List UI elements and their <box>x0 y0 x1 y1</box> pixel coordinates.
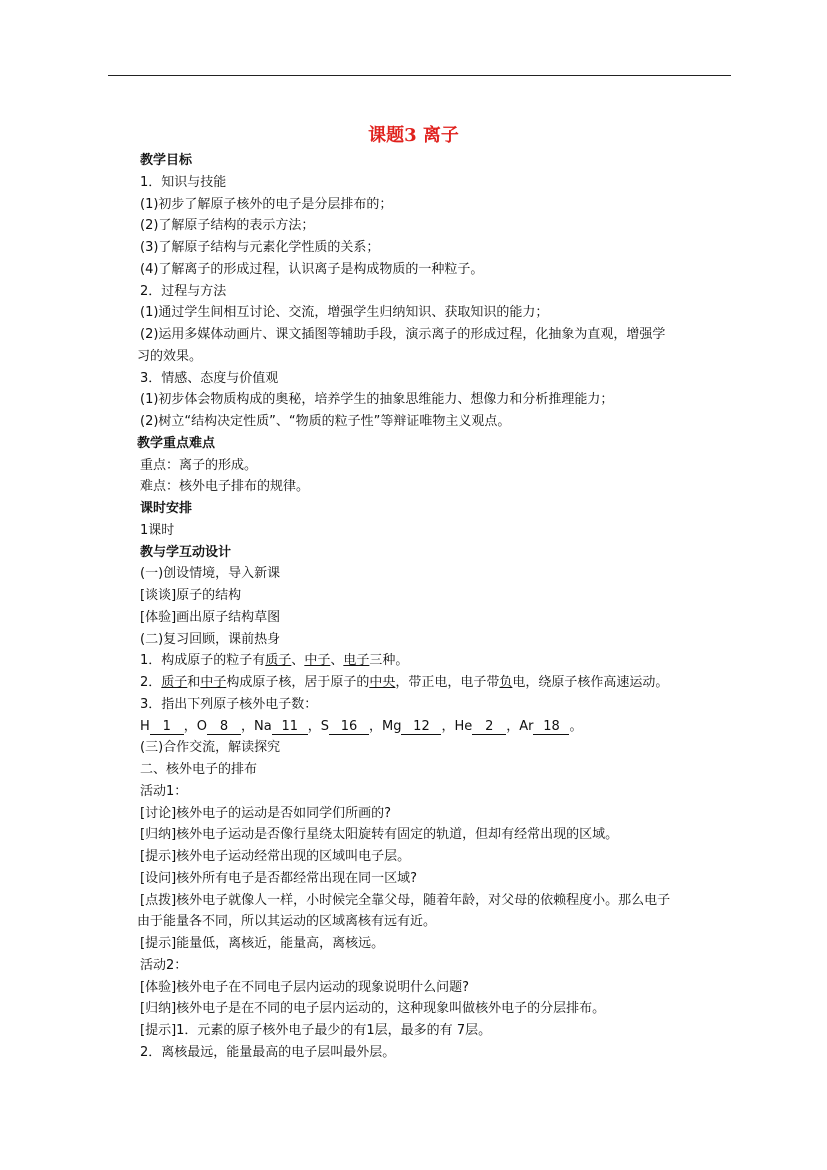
paragraph-line: (1)初步了解原子核外的电子是分层排布的； <box>140 196 393 212</box>
paragraph-line: (二)复习回顾，课前热身 <box>140 631 281 647</box>
blank-answer: 8 <box>207 719 241 735</box>
particles-line: 1．构成原子的粒子有质子、中子、电子三种。 <box>140 653 409 669</box>
paragraph-line: 3．指出下列原子核外电子数： <box>140 696 318 712</box>
paragraph-line: 3．情感、态度与价值观 <box>140 370 279 386</box>
paragraph-line: 由于能量各不同，所以其运动的区域离核有远有近。 <box>137 914 437 930</box>
lesson-body <box>137 150 740 1064</box>
paragraph-line: (1)初步体会物质构成的奥秘，培养学生的抽象思维能力、想像力和分析推理能力； <box>140 392 614 408</box>
paragraph-line: 1课时 <box>140 522 175 538</box>
section-heading: 教学目标 <box>140 153 193 168</box>
paragraph-line: 习的效果。 <box>137 348 203 364</box>
section-heading: 课时安排 <box>140 501 193 516</box>
paragraph-line: [谈谈]原子的结构 <box>140 588 242 603</box>
paragraph-line: 活动2： <box>140 957 188 973</box>
paragraph-line: (一)创设情境，导入新课 <box>140 566 281 582</box>
paragraph-line: (1)通过学生间相互讨论、交流，增强学生归纳知识、获取知识的能力； <box>140 305 549 321</box>
paragraph-line: [提示]1．元素的原子核外电子最少的有1层，最多的有 7层。 <box>140 1023 492 1038</box>
paragraph-line: 1．知识与技能 <box>140 174 227 190</box>
paragraph-line: [点拨]核外电子就像人一样，小时候完全靠父母，随着年龄，对父母的依赖程度小。那么电子 <box>140 892 671 908</box>
paragraph-line: [体验]核外电子在不同电子层内运动的现象说明什么问题? <box>140 979 470 995</box>
paragraph-line: [体验]画出原子结构草图 <box>140 609 281 625</box>
paragraph-line: (三)合作交流，解读探究 <box>140 740 281 756</box>
paragraph-line: 2．过程与方法 <box>140 283 227 299</box>
paragraph-line: [归纳]核外电子是在不同的电子层内运动的，这种现象叫做核外电子的分层排布。 <box>140 1001 606 1017</box>
paragraph-line: 难点：核外电子排布的规律。 <box>140 479 310 495</box>
paragraph-line: 活动1： <box>140 783 188 799</box>
blank-answer: 12 <box>401 719 441 735</box>
section-heading: 教与学互动设计 <box>140 544 232 560</box>
blank-answer: 11 <box>272 719 308 735</box>
nucleus-line: 2．质子和中子构成原子核，居于原子的中央，带正电，电子带负电，绕原子核作高速运动。 <box>140 675 669 690</box>
header-rule <box>108 75 731 76</box>
paragraph-line: [讨论]核外电子的运动是否如同学们所画的? <box>140 805 392 821</box>
paragraph-line: (2)树立“结构决定性质”、“物质的粒子性”等辩证唯物主义观点。 <box>140 414 511 429</box>
blank-answer: 1 <box>150 719 184 735</box>
lesson-title: 课题3 离子 <box>368 125 459 146</box>
paragraph-line: (2)了解原子结构的表示方法； <box>140 218 315 234</box>
electron-count-line: H 1 ，O 8 ，Na 11 ，S 16 ，Mg 12 ，He 2 ，Ar 18 。 <box>140 718 583 734</box>
paragraph-line: (3)了解原子结构与元素化学性质的关系； <box>140 240 380 255</box>
paragraph-line: (2)运用多媒体动画片、课文插图等辅助手段，演示离子的形成过程，化抽象为直观，增强学 <box>140 327 666 342</box>
answer-underlined: 质子 <box>265 653 292 669</box>
section-heading: 教学重点难点 <box>137 435 216 451</box>
blank-answer: 16 <box>329 719 369 735</box>
blank-answer: 2 <box>472 719 506 735</box>
paragraph-line: (4)了解离子的形成过程，认识离子是构成物质的一种粒子。 <box>140 261 484 277</box>
answer-underlined: 质子 <box>161 675 188 690</box>
answer-underlined: 电子 <box>343 653 370 669</box>
answer-underlined: 中子 <box>304 653 331 669</box>
blank-answer: 18 <box>533 719 569 735</box>
paragraph-line: [提示]核外电子运动经常出现的区域叫电子层。 <box>140 849 411 864</box>
paragraph-line: [提示]能量低，离核近，能量高，离核远。 <box>140 936 385 951</box>
answer-underlined: 中央 <box>369 675 396 690</box>
paragraph-line: [归纳]核外电子运动是否像行星绕太阳旋转有固定的轨道，但却有经常出现的区域。 <box>140 827 619 843</box>
paragraph-line: 2．离核最远，能量最高的电子层叫最外层。 <box>140 1044 396 1060</box>
answer-underlined: 负 <box>499 675 513 690</box>
paragraph-line: 二、核外电子的排布 <box>140 762 258 777</box>
paragraph-line: 重点：离子的形成。 <box>140 457 258 473</box>
paragraph-line: [设问]核外所有电子是否都经常出现在同一区域? <box>140 870 418 886</box>
answer-underlined: 中子 <box>200 675 227 690</box>
